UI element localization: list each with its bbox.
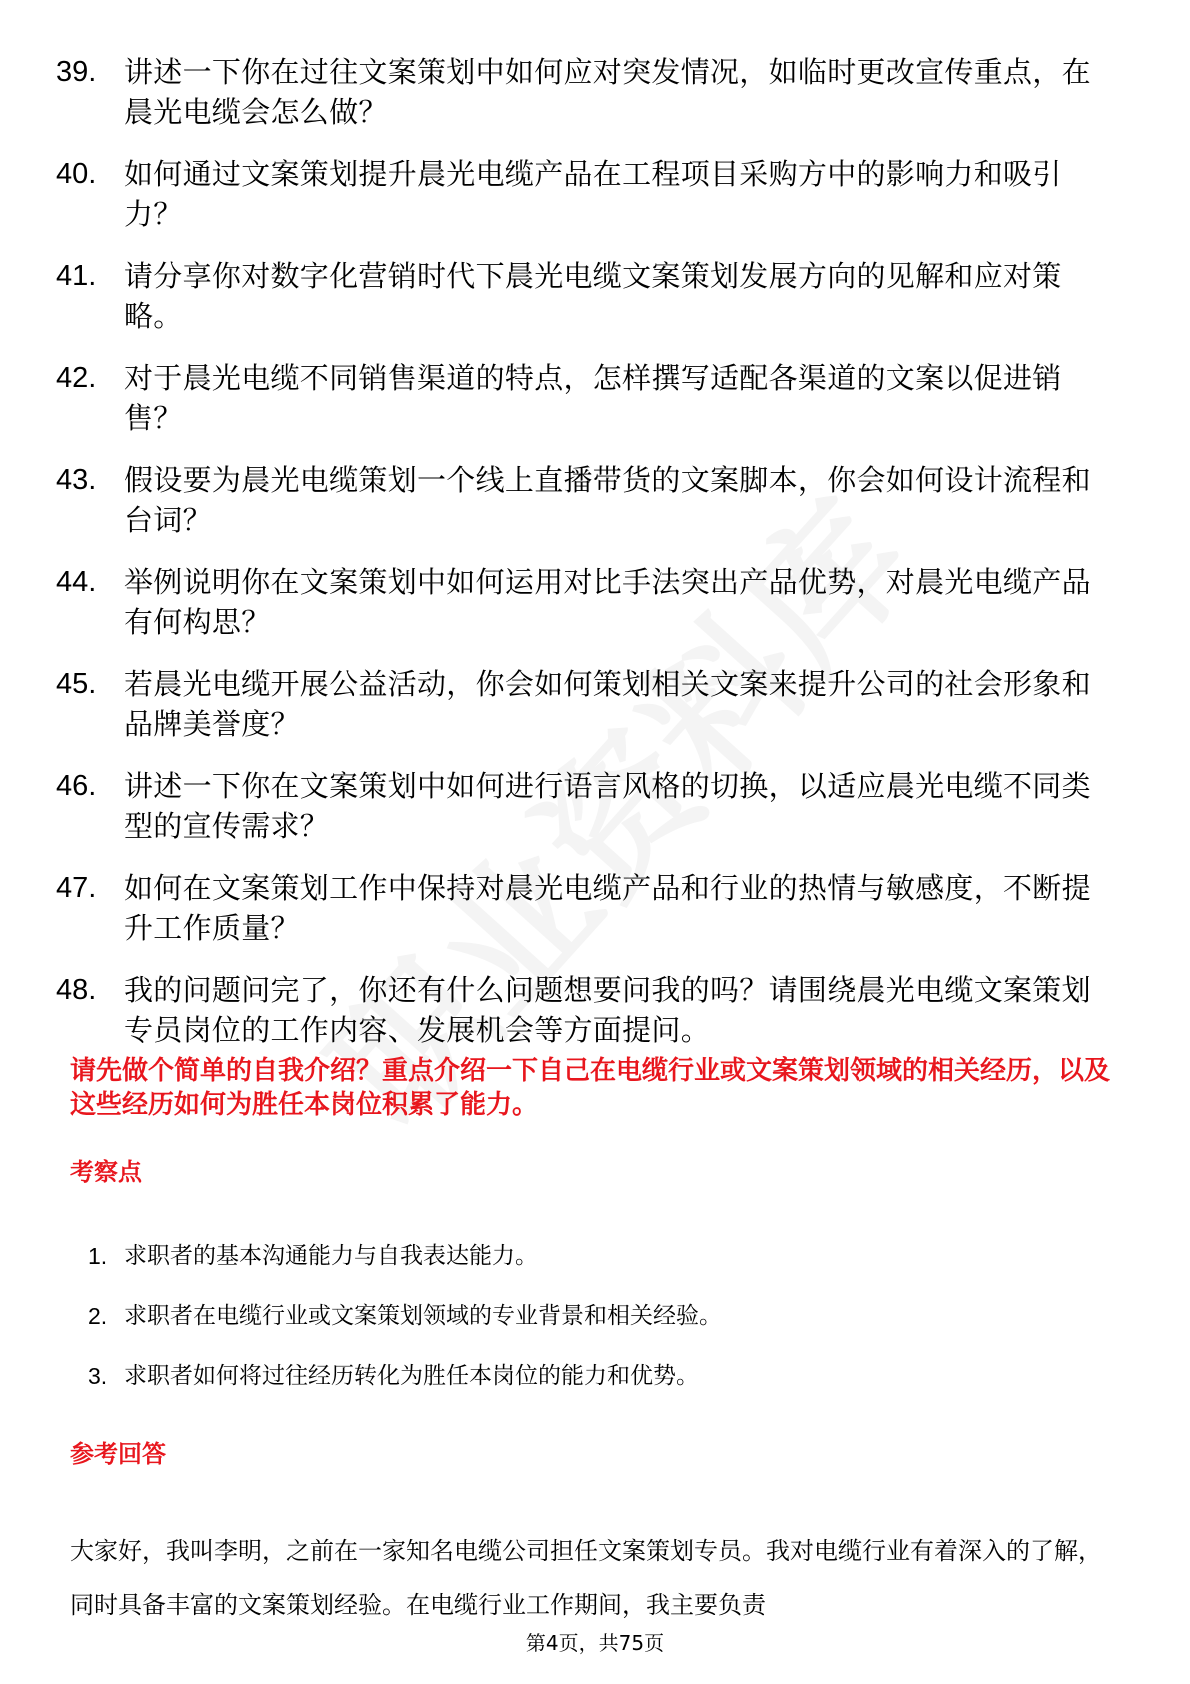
focus-point-text: 求职者在电缆行业或文案策划领域的专业背景和相关经验。 (124, 1303, 722, 1329)
focus-point (0, 1241, 1190, 1301)
question-text: 如何通过文案策划提升晨光电缆产品在工程项目采购方中的影响力和吸引力？ (124, 157, 1062, 231)
question-number: 39. (56, 56, 97, 88)
focus-point-text: 求职者的基本沟通能力与自我表达能力。 (124, 1243, 538, 1269)
question-text: 假设要为晨光电缆策划一个线上直播带货的文案脚本，你会如何设计流程和台词？ (124, 463, 1091, 537)
focus-point (0, 1361, 1190, 1421)
focus-point-number: 3. (88, 1363, 108, 1389)
question-text: 如何在文案策划工作中保持对晨光电缆产品和行业的热情与敏感度，不断提升工作质量？ (124, 871, 1091, 945)
question-number: 44. (56, 566, 97, 598)
question-number: 45. (56, 668, 97, 700)
page-footer: 第4页，共75页 (525, 1631, 665, 1655)
section-title-answer: 参考回答 (70, 1440, 166, 1468)
focus-point (0, 1301, 1190, 1361)
focus-point-number: 2. (88, 1303, 108, 1329)
question-item (0, 664, 1190, 766)
question-item (0, 358, 1190, 460)
question-number: 42. (56, 362, 97, 394)
question-text: 请分享你对数字化营销时代下晨光电缆文案策划发展方向的见解和应对策略。 (124, 259, 1062, 333)
question-number: 47. (56, 872, 97, 904)
question-text: 若晨光电缆开展公益活动，你会如何策划相关文案来提升公司的社会形象和品牌美誉度？ (124, 667, 1091, 741)
section-title-focus: 考察点 (70, 1158, 142, 1186)
question-item (0, 154, 1190, 256)
question-text: 举例说明你在文案策划中如何运用对比手法突出产品优势，对晨光电缆产品有何构思？ (124, 565, 1091, 639)
question-text: 我的问题问完了，你还有什么问题想要问我的吗？请围绕晨光电缆文案策划专员岗位的工作内容、发展机会等方面提问。 (124, 973, 1091, 1047)
question-item (0, 256, 1190, 358)
question-item (0, 52, 1190, 154)
question-number: 48. (56, 974, 97, 1006)
question-number: 46. (56, 770, 97, 802)
question-item (0, 562, 1190, 664)
focus-point-text: 求职者如何将过往经历转化为胜任本岗位的能力和优势。 (124, 1363, 699, 1389)
focus-point-number: 1. (88, 1243, 108, 1269)
question-number: 41. (56, 260, 97, 292)
highlight-question: 请先做个简单的自我介绍？重点介绍一下自己在电缆行业或文案策划领域的相关经历，以及这些经历如何为胜任本岗位积累了能力。 (70, 1056, 1111, 1120)
question-item (0, 460, 1190, 562)
answer-paragraph: 大家好，我叫李明，之前在一家知名电缆公司担任文案策划专员。我对电缆行业有着深入的了解，同时具备丰富的文案策划经验。在电缆行业工作期间，我主要负责 (70, 1537, 1102, 1619)
focus-point-list (0, 1241, 1190, 1421)
question-text: 讲述一下你在文案策划中如何进行语言风格的切换，以适应晨光电缆不同类型的宣传需求？ (124, 769, 1091, 843)
question-item (0, 766, 1190, 868)
question-number: 43. (56, 464, 97, 496)
question-list (0, 52, 1190, 1072)
question-text: 讲述一下你在过往文案策划中如何应对突发情况，如临时更改宣传重点，在晨光电缆会怎么做？ (124, 55, 1091, 129)
question-text: 对于晨光电缆不同销售渠道的特点，怎样撰写适配各渠道的文案以促进销售？ (124, 361, 1062, 435)
question-number: 40. (56, 158, 97, 190)
question-item (0, 868, 1190, 970)
